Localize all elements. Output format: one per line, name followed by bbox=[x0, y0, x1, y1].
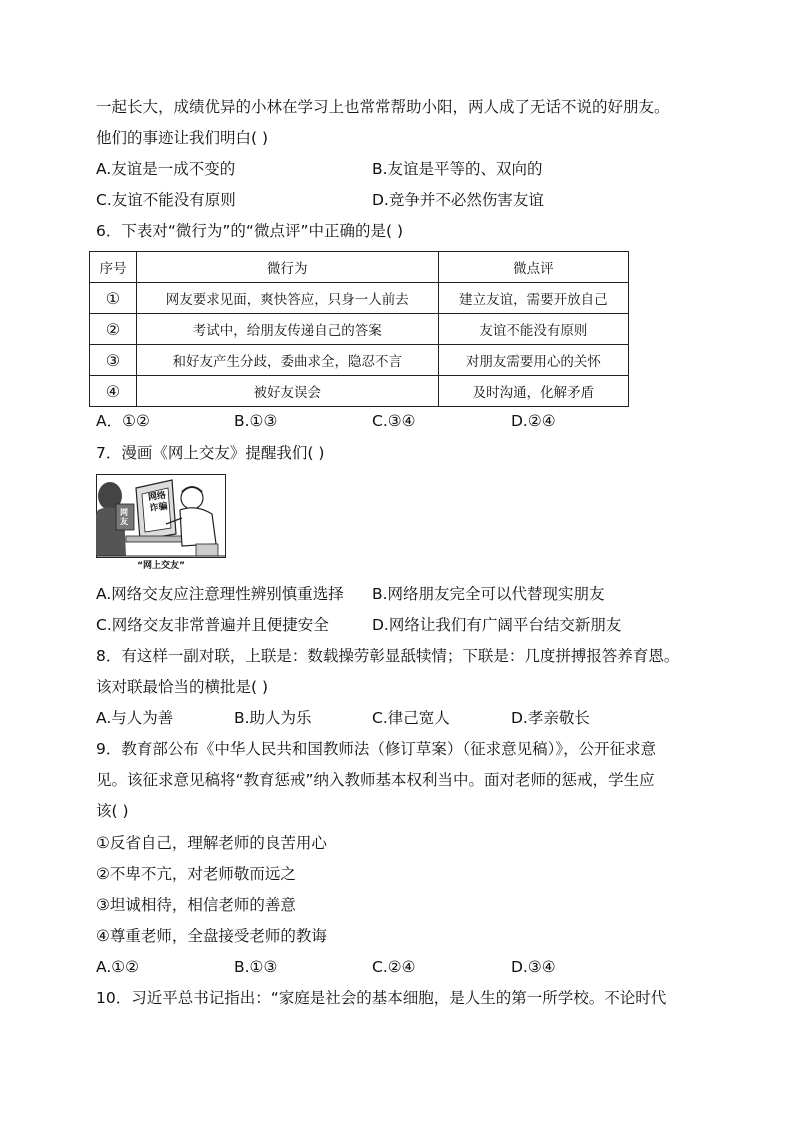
table-cell: 建立友谊，需要开放自己 bbox=[438, 283, 628, 314]
q7-option-c: C.网络交友非常普遍并且便捷安全 bbox=[96, 616, 329, 634]
q5-stem-line-2: 他们的事迹让我们明白( ) bbox=[96, 129, 269, 147]
q6-stem: 6．下表对“微行为”的“微点评”中正确的是( ) bbox=[96, 222, 404, 240]
q8-option-b: B.助人为乐 bbox=[234, 709, 312, 727]
q5-option-d: D.竞争并不必然伤害友谊 bbox=[372, 191, 544, 209]
behavior-comment-table bbox=[89, 251, 629, 407]
q9-statement-2: ②不卑不亢，对老师敬而远之 bbox=[96, 865, 296, 883]
table-cell: 考试中，给朋友传递自己的答案 bbox=[136, 314, 438, 345]
table-header-row bbox=[90, 252, 629, 283]
table-row bbox=[90, 314, 629, 345]
table-cell: ① bbox=[90, 283, 137, 314]
q9-option-c: C.②④ bbox=[372, 958, 416, 976]
q8-stem-line-2: 该对联最恰当的横批是( ) bbox=[96, 678, 269, 696]
q8-option-c: C.律己宽人 bbox=[372, 709, 450, 727]
table-cell: 和好友产生分歧，委曲求全，隐忍不言 bbox=[136, 345, 438, 376]
table-header-cell: 微行为 bbox=[136, 252, 438, 283]
q8-option-d: D.孝亲敬长 bbox=[511, 709, 590, 727]
q6-option-a: A．①② bbox=[96, 412, 150, 430]
q9-stem-line-1: 9．教育部公布《中华人民共和国教师法（修订草案）（征求意见稿）》，公开征求意 bbox=[96, 740, 657, 758]
table-cell: 网友要求见面，爽快答应，只身一人前去 bbox=[136, 283, 438, 314]
q7-option-b: B.网络朋友完全可以代替现实朋友 bbox=[372, 585, 605, 603]
q9-statement-1: ①反省自己，理解老师的良苦用心 bbox=[96, 834, 327, 852]
q9-stem-line-3: 该( ) bbox=[96, 802, 129, 820]
q9-stem-line-2: 见。该征求意见稿将“教育惩戒”纳入教师基本权利当中。面对老师的惩戒，学生应 bbox=[96, 771, 655, 789]
table-cell: ② bbox=[90, 314, 137, 345]
table-row bbox=[90, 345, 629, 376]
table-row bbox=[90, 283, 629, 314]
comic-side-label: 网友 bbox=[120, 508, 128, 526]
table-header-cell: 序号 bbox=[90, 252, 137, 283]
comic-screen-sign: 网络诈骗 bbox=[147, 490, 169, 515]
table-cell: ④ bbox=[90, 376, 137, 407]
q9-option-a: A.①② bbox=[96, 958, 140, 976]
q6-option-d: D.②④ bbox=[511, 412, 556, 430]
q7-stem: 7．漫画《网上交友》提醒我们( ) bbox=[96, 444, 325, 462]
q10-stem-line-1: 10．习近平总书记指出：“家庭是社会的基本细胞，是人生的第一所学校。不论时代 bbox=[96, 989, 667, 1007]
table-cell: 被好友误会 bbox=[136, 376, 438, 407]
q5-option-c: C.友谊不能没有原则 bbox=[96, 191, 236, 209]
table-cell: 友谊不能没有原则 bbox=[438, 314, 628, 345]
q9-statement-4: ④尊重老师，全盘接受老师的教诲 bbox=[96, 927, 327, 945]
q7-option-a: A.网络交友应注意理性辨别慎重选择 bbox=[96, 585, 344, 603]
comic-caption: “网上交友” bbox=[137, 561, 185, 571]
q9-option-d: D.③④ bbox=[511, 958, 556, 976]
table-row bbox=[90, 376, 629, 407]
table-cell: ③ bbox=[90, 345, 137, 376]
q8-stem-line-1: 8．有这样一副对联，上联是：数载操劳彰显舐犊情；下联是：几度拼搏报答养育恩。 bbox=[96, 647, 680, 665]
q6-option-b: B.①③ bbox=[234, 412, 278, 430]
q9-statement-3: ③坦诚相待，相信老师的善意 bbox=[96, 896, 296, 914]
q9-option-b: B.①③ bbox=[234, 958, 278, 976]
table-header-cell: 微点评 bbox=[438, 252, 628, 283]
q8-option-a: A.与人为善 bbox=[96, 709, 174, 727]
q5-stem-line-1: 一起长大，成绩优异的小林在学习上也常常帮助小阳，两人成了无话不说的好朋友。 bbox=[96, 98, 670, 116]
online-friend-comic bbox=[96, 474, 226, 570]
q7-option-d: D.网络让我们有广阔平台结交新朋友 bbox=[372, 616, 622, 634]
q6-option-c: C.③④ bbox=[372, 412, 416, 430]
table-cell: 及时沟通，化解矛盾 bbox=[438, 376, 628, 407]
q5-option-b: B.友谊是平等的、双向的 bbox=[372, 160, 543, 178]
comic-illustration bbox=[96, 474, 226, 570]
table-cell: 对朋友需要用心的关怀 bbox=[438, 345, 628, 376]
q5-option-a: A.友谊是一成不变的 bbox=[96, 160, 236, 178]
